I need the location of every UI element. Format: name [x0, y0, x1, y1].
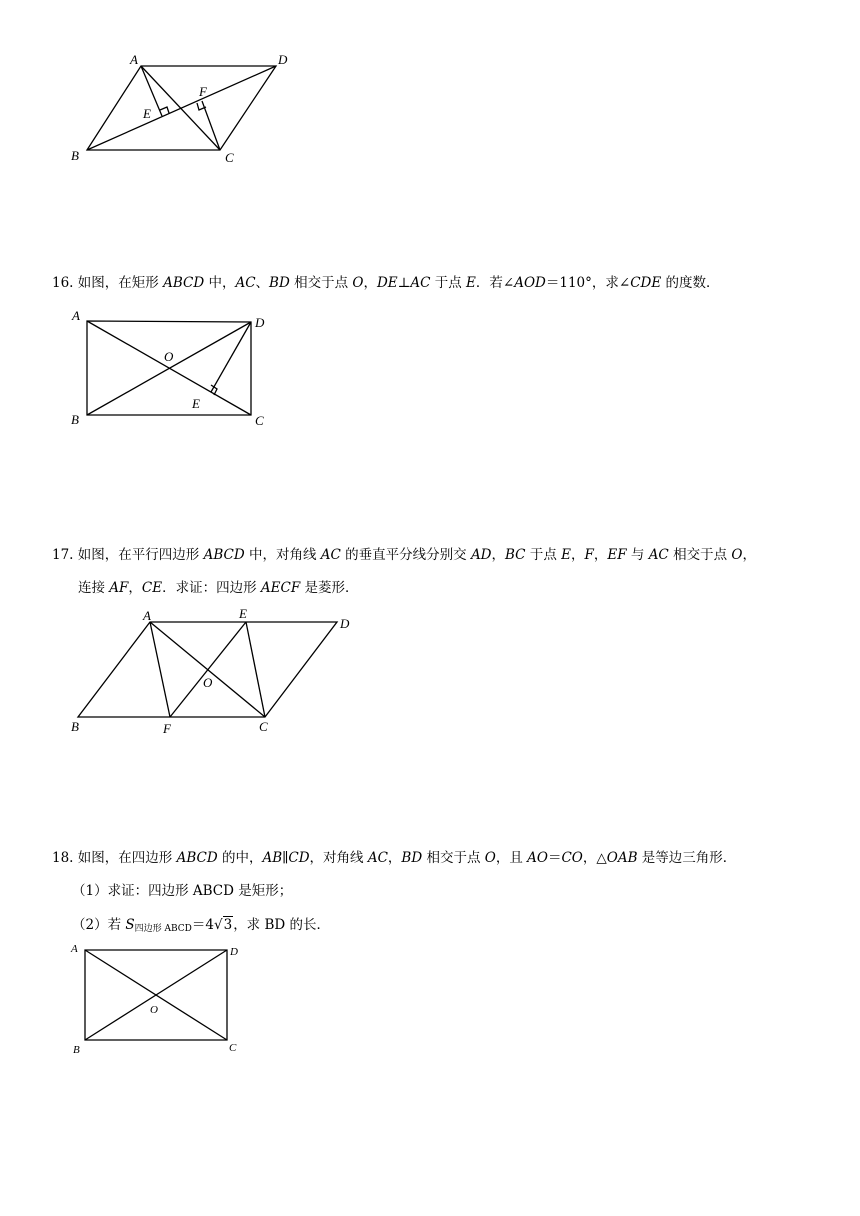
- text: ＝: [547, 850, 562, 866]
- label-c: C: [255, 413, 264, 428]
- math: DE: [376, 275, 398, 291]
- text: ，△: [582, 850, 607, 866]
- text: 相交于点: [668, 547, 732, 563]
- text: 的中，: [217, 850, 263, 866]
- math: ABCD: [163, 275, 205, 291]
- text: 于点: [430, 275, 467, 291]
- question-number: 18.: [52, 850, 74, 866]
- text: ，: [742, 547, 756, 563]
- question-number: 17.: [52, 547, 74, 563]
- text: ＝4: [191, 917, 214, 933]
- question-18-part-1: （1）求证：四边形 ABCD 是矩形；: [72, 883, 293, 899]
- math: AD: [470, 547, 492, 563]
- math: CO: [561, 850, 583, 866]
- math: E: [466, 275, 476, 291]
- text: 如图，在四边形: [77, 850, 177, 866]
- math: AO: [527, 850, 548, 866]
- math: CD: [288, 850, 310, 866]
- math: EF: [607, 547, 627, 563]
- text: 的垂直平分线分别交: [340, 547, 471, 563]
- math: ABCD: [176, 850, 218, 866]
- math: E: [561, 547, 571, 563]
- text: ，: [570, 547, 585, 563]
- text: ，求 BD 的长．: [233, 917, 331, 933]
- math: O: [731, 547, 743, 563]
- math: AC: [235, 275, 256, 291]
- math: O: [352, 275, 364, 291]
- text: ．若∠: [475, 275, 515, 291]
- math: ABCD: [203, 547, 245, 563]
- label-c: C: [259, 719, 268, 734]
- math: S: [125, 917, 135, 933]
- text: 相交于点: [289, 275, 353, 291]
- label-f: F: [199, 84, 207, 99]
- text: 中，: [204, 275, 236, 291]
- math: AC: [410, 275, 431, 291]
- label-o: O: [164, 349, 174, 364]
- label-o: O: [150, 1004, 158, 1016]
- text: 、: [255, 275, 270, 291]
- text: ，: [363, 275, 377, 291]
- text: ，: [128, 580, 142, 596]
- math: CDE: [630, 275, 662, 291]
- text: 与: [626, 547, 649, 563]
- math: AOD: [514, 275, 546, 291]
- text: 中，对角线: [244, 547, 321, 563]
- label-d: D: [340, 616, 350, 631]
- label-c: C: [229, 1042, 237, 1054]
- math: BD: [269, 275, 290, 291]
- label-o: O: [203, 675, 213, 690]
- math: F: [584, 547, 594, 563]
- label-e: E: [143, 106, 151, 121]
- text: ，对角线: [309, 850, 368, 866]
- text: ＝110°，求∠: [545, 275, 631, 291]
- text: 于点: [525, 547, 562, 563]
- math: O: [484, 850, 496, 866]
- label-b: B: [73, 1044, 80, 1056]
- label-a: A: [72, 308, 80, 323]
- text: ．求证：四边形: [162, 580, 261, 596]
- label-f: F: [163, 721, 171, 736]
- label-d: D: [255, 315, 265, 330]
- label-b: B: [71, 719, 79, 734]
- label-a: A: [130, 52, 138, 67]
- text: ，: [593, 547, 608, 563]
- label-b: B: [71, 148, 79, 163]
- text: 相交于点: [422, 850, 485, 866]
- label-b: B: [71, 412, 79, 427]
- math: CE: [141, 580, 163, 596]
- text: ，且: [495, 850, 528, 866]
- text: 如图，在矩形: [77, 275, 164, 291]
- math: AECF: [260, 580, 301, 596]
- text: 如图，在平行四边形: [77, 547, 204, 563]
- label-c: C: [225, 150, 234, 165]
- math: AB: [262, 850, 283, 866]
- math: BC: [505, 547, 526, 563]
- label-a: A: [143, 608, 151, 623]
- text: ，: [491, 547, 506, 563]
- math: AF: [109, 580, 129, 596]
- text: （2）若: [72, 917, 126, 933]
- text: 的度数．: [661, 275, 720, 291]
- radicand: 3: [223, 917, 233, 933]
- subscript: 四边形 ABCD: [134, 924, 192, 934]
- sqrt: √3: [213, 917, 233, 933]
- math: AC: [367, 850, 388, 866]
- label-e: E: [239, 606, 247, 621]
- math: AC: [648, 547, 669, 563]
- text: 连接: [78, 580, 110, 596]
- math: AC: [320, 547, 341, 563]
- text: ⊥: [397, 275, 411, 291]
- math: BD: [401, 850, 423, 866]
- text: ，: [387, 850, 402, 866]
- label-d: D: [230, 946, 238, 958]
- label-d: D: [278, 52, 288, 67]
- math: OAB: [606, 850, 638, 866]
- label-a: A: [71, 943, 78, 955]
- text: ∥: [282, 850, 289, 866]
- question-number: 16.: [52, 275, 74, 291]
- text: 是菱形．: [300, 580, 359, 596]
- text: 是等边三角形．: [637, 850, 737, 866]
- label-e: E: [192, 396, 200, 411]
